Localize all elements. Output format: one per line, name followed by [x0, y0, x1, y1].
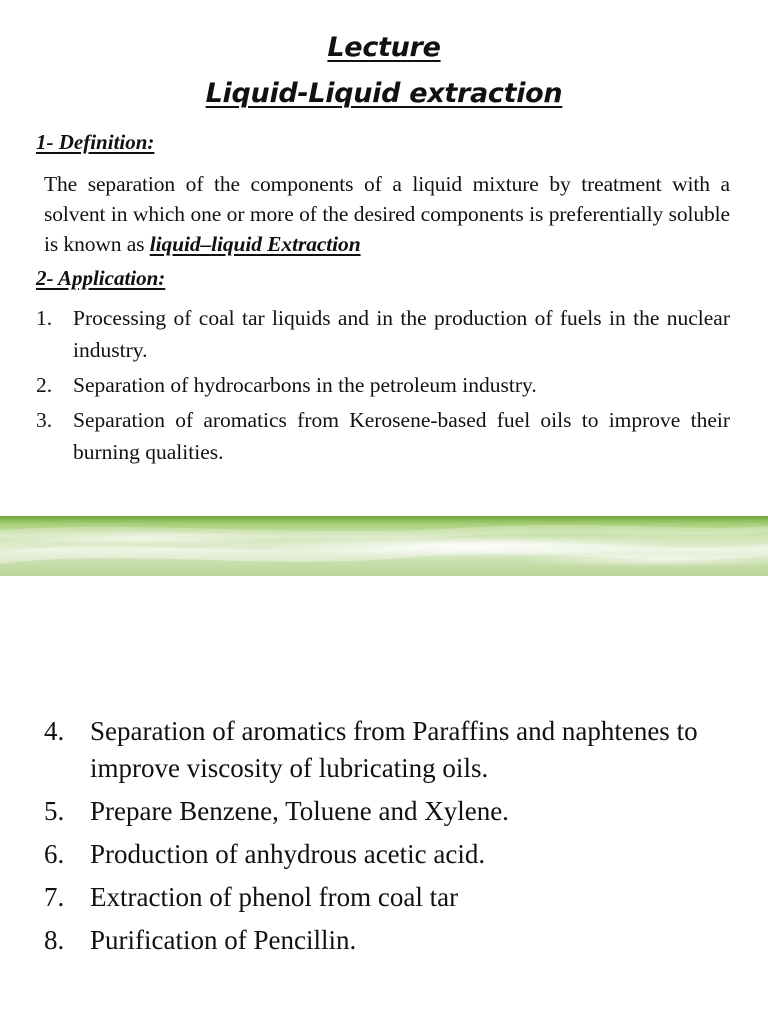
list-item: [44, 713, 744, 787]
list-item-text: Prepare Benzene, Toluene and Xylene.: [90, 796, 509, 826]
list-item: [44, 793, 744, 830]
list-item: [44, 922, 744, 959]
definition-text: [44, 169, 730, 259]
list-item: [44, 836, 744, 873]
list-item-number: 1.: [36, 306, 53, 330]
list-item: [36, 369, 730, 401]
topic-title: Liquid-Liquid extraction: [205, 78, 563, 109]
definition-heading: 1- Definition:: [36, 130, 155, 154]
list-item-number: 4.: [44, 716, 65, 746]
list-item-text: Separation of aromatics from Paraffins and naphtenes to improve viscosity of lubricating oils.: [90, 716, 698, 783]
application-list-2: [44, 713, 744, 965]
list-item-number: 5.: [44, 796, 65, 826]
list-item-text: Processing of coal tar liquids and in the production of fuels in the nuclear industry.: [73, 306, 730, 362]
application-heading: 2- Application:: [36, 266, 166, 290]
list-item: [36, 404, 730, 468]
list-item-text: Extraction of phenol from coal tar: [90, 882, 459, 912]
list-item-text: Purification of Pencillin.: [90, 925, 357, 955]
wave-decoration: [0, 516, 768, 576]
definition-term: liquid–liquid Extraction: [149, 232, 361, 256]
list-item-number: 3.: [36, 408, 53, 432]
list-item: [44, 879, 744, 916]
decorative-wave-band: [0, 516, 768, 576]
list-item-text: Separation of hydrocarbons in the petroleum industry.: [73, 373, 537, 397]
list-item-number: 8.: [44, 925, 65, 955]
list-item-text: Separation of aromatics from Kerosene-based fuel oils to improve their burning qualities.: [73, 408, 730, 464]
list-item-number: 2.: [36, 373, 53, 397]
application-list-1: [36, 302, 730, 471]
lecture-title: Lecture: [327, 32, 441, 63]
list-item-number: 6.: [44, 839, 65, 869]
list-item: [36, 302, 730, 366]
definition-body: The separation of the components of a liquid mixture by treatment with a solvent in which one or more of the desired components is preferentially soluble is known as: [44, 172, 730, 256]
list-item-text: Production of anhydrous acetic acid.: [90, 839, 486, 869]
list-item-number: 7.: [44, 882, 65, 912]
